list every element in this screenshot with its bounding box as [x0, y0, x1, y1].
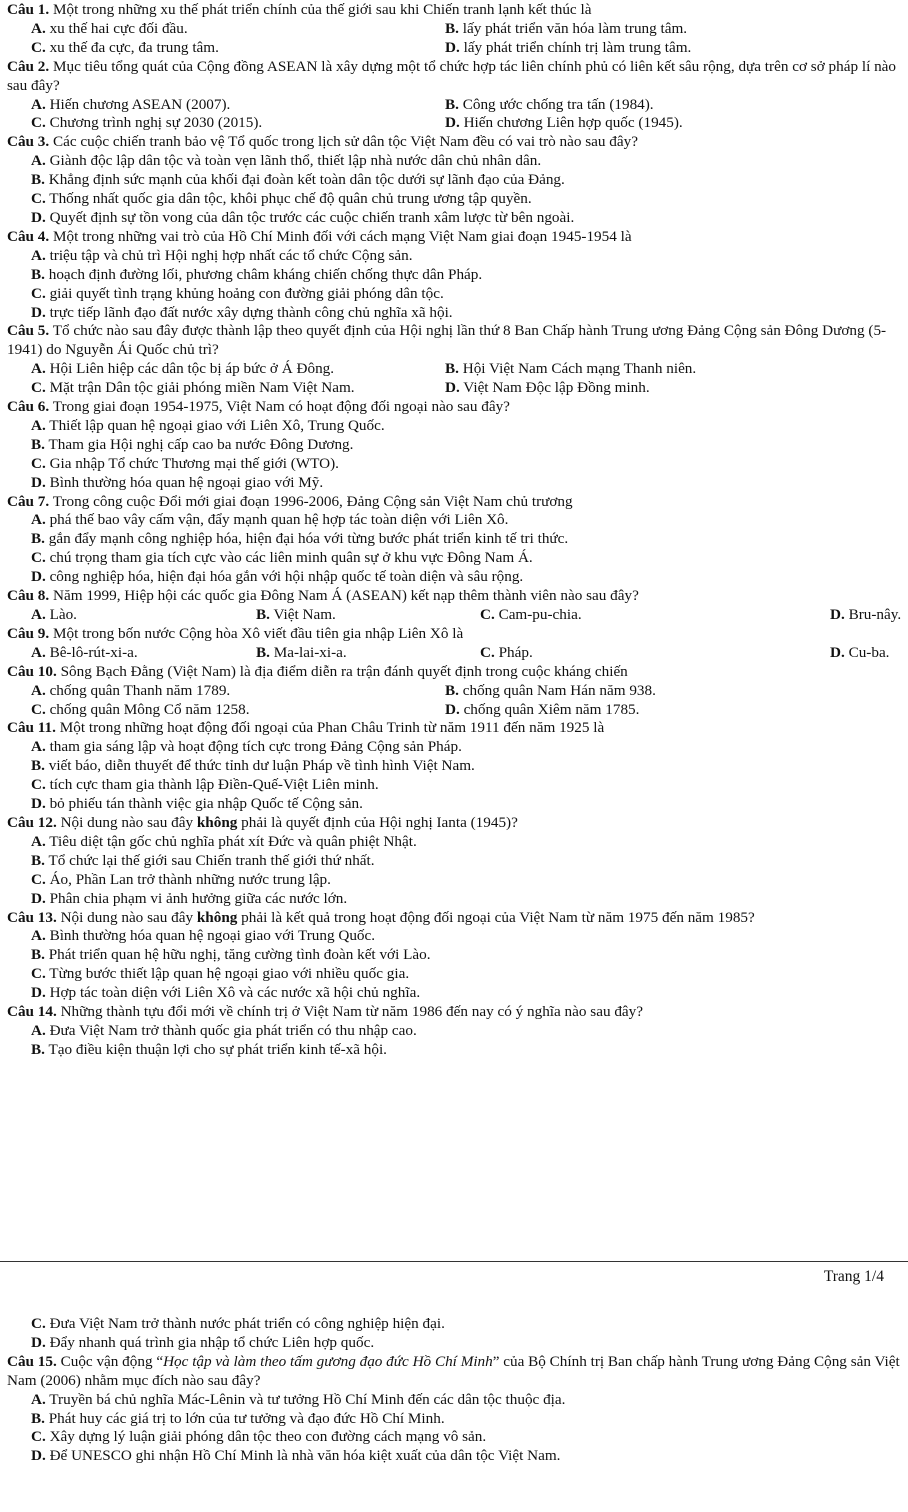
question-option — [830, 606, 901, 623]
option-row — [7, 757, 902, 776]
option-letter: B. — [31, 851, 45, 869]
question-text: Trong công cuộc Đổi mới giai đoạn 1996-2006, Đảng Cộng sản Việt Nam chủ trương — [52, 492, 573, 510]
option-letter: D. — [31, 208, 46, 226]
question-text: Một trong những vai trò của Hồ Chí Minh đối với cách mạng Việt Nam giai đoạn 1945-1954 là — [53, 227, 632, 245]
option-letter: B. — [256, 643, 270, 661]
option-text: Tiêu diệt tận gốc chủ nghĩa phát xít Đức và quân phiệt Nhật. — [49, 832, 417, 850]
option-letter: B. — [31, 265, 45, 283]
question-option: C. Xây dựng lý luận giải phóng dân tộc theo con đường cách mạng vô sản. — [31, 1428, 487, 1446]
question-option — [31, 890, 347, 907]
question-option — [31, 946, 431, 963]
option-text: chống quân Xiêm năm 1785. — [463, 700, 640, 718]
question-option — [31, 96, 230, 113]
option-row — [7, 360, 902, 379]
option-text: Cu-ba. — [848, 643, 890, 661]
question-option — [31, 436, 353, 453]
question-block — [7, 587, 902, 625]
option-letter: C. — [31, 965, 46, 983]
footer-divider — [0, 1261, 908, 1262]
option-row — [7, 285, 902, 304]
option-letter: B. — [31, 435, 45, 453]
question-stem — [7, 814, 902, 833]
option-letter: A. — [31, 738, 46, 756]
option-row — [7, 436, 902, 455]
option-text: chống quân Thanh năm 1789. — [49, 681, 231, 699]
option-text: Tạo điều kiện thuận lợi cho sự phát triển kinh tế-xã hội. — [48, 1040, 387, 1058]
option-letter: B. — [445, 19, 459, 37]
option-row — [7, 171, 902, 190]
question-option — [31, 833, 417, 850]
question-stem — [7, 322, 902, 360]
option-letter: B. — [256, 606, 270, 623]
question-number: Câu 7. — [7, 492, 50, 510]
option-text: Giành độc lập dân tộc và toàn vẹn lãnh thổ, thiết lập nhà nước dân chủ nhân dân. — [49, 152, 542, 170]
question-option — [31, 285, 444, 302]
option-text: giải quyết tình trạng khủng hoảng con đường giải phóng dân tộc. — [49, 284, 444, 302]
question-text: Sông Bạch Đằng (Việt Nam) là địa điểm diễn ra trận đánh quyết định trong cuộc kháng chiến — [60, 662, 628, 680]
option-text: chú trọng tham gia tích cực vào các liên minh quân sự ở khu vực Đông Nam Á. — [49, 549, 533, 567]
question-option — [31, 644, 138, 661]
question-stem — [7, 228, 902, 247]
question-option — [445, 96, 654, 113]
question-block — [7, 1, 902, 58]
option-letter: C. — [480, 643, 495, 661]
question-option — [445, 20, 687, 37]
option-letter: D. — [445, 38, 460, 56]
question-block — [7, 909, 902, 1004]
question-option: D. Để UNESCO ghi nhận Hồ Chí Minh là nhà văn hóa kiệt xuất của dân tộc Việt Nam. — [31, 1447, 561, 1465]
question-option — [31, 171, 565, 188]
option-letter: C. — [31, 549, 46, 567]
question-option — [31, 965, 409, 982]
option-letter: D. — [31, 473, 46, 491]
option-row — [7, 701, 902, 720]
option-text: xu thế đa cực, đa trung tâm. — [49, 38, 219, 56]
option-text: Khẳng định sức mạnh của khối đại đoàn kết toàn dân tộc dưới sự lãnh đạo của Đảng. — [48, 171, 565, 189]
question-option — [445, 682, 656, 699]
option-row — [7, 39, 902, 58]
question-option — [31, 209, 574, 226]
exam-sheet-page-2 — [7, 1315, 902, 1466]
option-row — [7, 247, 902, 266]
option-letter: D. — [31, 889, 46, 907]
question-option — [480, 644, 533, 661]
question-option — [256, 644, 347, 661]
question-block — [7, 493, 902, 588]
option-row — [7, 833, 902, 852]
option-letter: A. — [31, 511, 46, 529]
option-row — [7, 1041, 902, 1060]
option-text: Lào. — [49, 606, 77, 623]
option-letter: A. — [31, 416, 46, 434]
option-letter: C. — [31, 700, 46, 718]
option-letter: A. — [31, 832, 46, 850]
option-letter: A. — [31, 927, 46, 945]
option-letter: A. — [31, 681, 46, 699]
question-number: Câu 14. — [7, 1003, 57, 1021]
question-number: Câu 6. — [7, 398, 50, 416]
option-letter: D. — [31, 984, 46, 1002]
option-text: công nghiệp hóa, hiện đại hóa gắn với hội nhập quốc tế toàn diện và sâu rộng. — [49, 568, 524, 586]
question-text: Các cuộc chiến tranh bảo vệ Tổ quốc trong lịch sử dân tộc Việt Nam đều có vai trò nào sau đây? — [53, 133, 638, 151]
option-text: Quyết định sự tồn vong của dân tộc trước các cuộc chiến tranh xâm lược từ bên ngoài. — [49, 208, 575, 226]
question-stem — [7, 1003, 902, 1022]
question-block — [7, 133, 902, 228]
option-text: bỏ phiếu tán thành việc gia nhập Quốc tế Cộng sản. — [49, 795, 363, 813]
option-letter: A. — [31, 246, 46, 264]
option-letter: C. — [31, 114, 46, 132]
option-row — [7, 379, 902, 398]
option-text: viết báo, diễn thuyết để thức tỉnh dư luận Pháp về tình hình Việt Nam. — [48, 757, 475, 775]
option-row — [7, 568, 902, 587]
option-text: Phân chia phạm vi ảnh hưởng giữa các nước lớn. — [49, 889, 348, 907]
option-text: tích cực tham gia thành lập Điền-Quế-Việt Liên minh. — [49, 776, 379, 794]
question-option — [31, 114, 262, 131]
question-number: Câu 2. — [7, 57, 50, 75]
option-letter: B. — [445, 360, 459, 378]
option-row — [7, 114, 902, 133]
question-text: Một trong bốn nước Cộng hòa Xô viết đầu tiên gia nhập Liên Xô là — [53, 624, 464, 642]
option-letter: A. — [31, 360, 46, 378]
question-text: Những thành tựu đổi mới về chính trị ở Việt Nam từ năm 1986 đến nay có ý nghĩa nào sau đây? — [60, 1003, 643, 1021]
question-text: Nội dung nào sau đây — [60, 908, 197, 926]
option-text: Thiết lập quan hệ ngoại giao với Liên Xô, Trung Quốc. — [49, 416, 385, 434]
option-row — [7, 852, 902, 871]
option-letter: D. — [830, 606, 845, 623]
option-text: Bình thường hóa quan hệ ngoại giao với Mỹ. — [49, 473, 324, 491]
option-letter: C. — [31, 454, 46, 472]
option-text: Cam-pu-chia. — [498, 606, 582, 623]
option-row — [7, 417, 902, 436]
question-stem — [7, 1, 902, 20]
option-row — [7, 549, 902, 568]
option-row — [7, 606, 902, 625]
question-option: C. Đưa Việt Nam trở thành nước phát triển có công nghiệp hiện đại. — [31, 1315, 445, 1332]
question-option — [31, 455, 339, 472]
option-text: Tổ chức lại thế giới sau Chiến tranh thế giới thứ nhất. — [48, 851, 375, 869]
question-option — [31, 190, 532, 207]
option-text: Ma-lai-xi-a. — [273, 643, 347, 661]
option-letter: C. — [480, 606, 495, 623]
option-letter: B. — [31, 1040, 45, 1058]
question-option — [31, 795, 363, 812]
option-text: Từng bước thiết lập quan hệ ngoại giao với nhiều quốc gia. — [49, 965, 410, 983]
question-block — [7, 719, 902, 814]
question-option — [31, 1041, 387, 1058]
option-row — [7, 984, 902, 1003]
option-text: Bình thường hóa quan hệ ngoại giao với Trung Quốc. — [49, 927, 376, 945]
exam-sheet-page-1 — [7, 1, 902, 1060]
question-stem: Câu 15. Cuộc vận động “Học tập và làm theo tấm gương đạo đức Hồ Chí Minh” của Bộ Chính trị Ban chấp hành Trung ương Đảng Cộng sản Việt Nam (2006) nhằm mục đích nào sau đây? — [7, 1352, 900, 1389]
option-text: Bru-nây. — [848, 606, 902, 623]
option-text: Công ước chống tra tấn (1984). — [462, 95, 654, 113]
question-option — [31, 606, 77, 623]
option-text: Mặt trận Dân tộc giải phóng miền Nam Việt Nam. — [49, 379, 355, 397]
question-option — [31, 247, 413, 264]
option-row — [7, 965, 902, 984]
option-letter: B. — [31, 757, 45, 775]
option-text: xu thế hai cực đối đầu. — [49, 19, 188, 37]
option-letter: D. — [445, 114, 460, 132]
question-stem — [7, 133, 902, 152]
option-text: Việt Nam Độc lập Đồng minh. — [463, 379, 650, 397]
question-stem — [7, 909, 902, 928]
question-number: Câu 13. — [7, 908, 57, 926]
question-option — [31, 152, 541, 169]
option-text: Áo, Phần Lan trở thành những nước trung lập. — [49, 870, 331, 888]
option-text: Hội Việt Nam Cách mạng Thanh niên. — [462, 360, 697, 378]
option-letter: C. — [31, 870, 46, 888]
option-text: Hội Liên hiệp các dân tộc bị áp bức ở Á Đông. — [49, 360, 335, 378]
option-letter: C. — [31, 190, 46, 208]
option-letter: C. — [31, 38, 46, 56]
option-row — [7, 530, 902, 549]
question-option — [31, 474, 323, 491]
option-letter: C. — [31, 284, 46, 302]
question-number: Câu 11. — [7, 719, 56, 737]
option-row — [7, 644, 902, 663]
question-stem — [7, 719, 902, 738]
question-option — [31, 738, 462, 755]
option-text: Tham gia Hội nghị cấp cao ba nước Đông Dương. — [48, 435, 354, 453]
option-letter: D. — [445, 700, 460, 718]
option-letter: C. — [31, 776, 46, 794]
question-stem — [7, 398, 902, 417]
question-number: Câu 9. — [7, 624, 50, 642]
option-row — [7, 927, 902, 946]
option-text: Phát triển quan hệ hữu nghị, tăng cường tình đoàn kết với Lào. — [48, 946, 431, 964]
question-option — [31, 304, 453, 321]
page-break — [0, 1292, 908, 1314]
question-number: Câu 8. — [7, 587, 50, 605]
option-row — [7, 20, 902, 39]
question-option — [31, 379, 355, 396]
question-option: B. Phát huy các giá trị to lớn của tư tưởng và đạo đức Hồ Chí Minh. — [31, 1409, 445, 1427]
option-text: Thống nhất quốc gia dân tộc, khôi phục chế độ quân chủ trung ương tập quyền. — [49, 190, 532, 208]
option-text: Việt Nam. — [273, 606, 336, 623]
option-letter: A. — [31, 606, 46, 623]
option-letter: A. — [31, 1021, 46, 1039]
question-text: Trong giai đoạn 1954-1975, Việt Nam có hoạt động đối ngoại nào sau đây? — [52, 398, 510, 416]
question-text: Mục tiêu tổng quát của Cộng đồng ASEAN là xây dựng một tổ chức hợp tác liên chính phủ có liên kết sâu rộng, dựa trên cơ sở pháp lí nào sau đây? — [7, 57, 897, 94]
option-row — [7, 738, 902, 757]
option-row — [7, 682, 902, 701]
question-option — [445, 701, 639, 718]
question-option — [830, 644, 889, 661]
option-text: chống quân Nam Hán năm 938. — [462, 681, 656, 699]
option-text: Hiến chương Liên hợp quốc (1945). — [463, 114, 683, 132]
option-letter: B. — [31, 530, 45, 548]
option-text: hoạch định đường lối, phương châm kháng chiến chống thực dân Pháp. — [48, 265, 483, 283]
question-stem — [7, 493, 902, 512]
question-option — [31, 776, 379, 793]
option-letter: B. — [445, 95, 459, 113]
option-letter: B. — [31, 946, 45, 964]
question-option — [31, 549, 533, 566]
option-text: Chương trình nghị sự 2030 (2015). — [49, 114, 263, 132]
question-stem — [7, 58, 902, 96]
question-text: Tổ chức nào sau đây được thành lập theo quyết định của Hội nghị lần thứ 8 Ban Chấp hành Trung ương Đảng Cộng sản Đông Dương (5-1941) do Nguyễn Ái Quốc chủ trì? — [7, 322, 887, 359]
question-option — [445, 39, 691, 56]
question-option: D. Đẩy nhanh quá trình gia nhập tổ chức Liên hợp quốc. — [31, 1333, 375, 1351]
option-row — [7, 946, 902, 965]
question-option — [31, 568, 523, 585]
option-row — [7, 890, 902, 909]
option-text: trực tiếp lãnh đạo đất nước xây dựng thành công chủ nghĩa xã hội. — [49, 303, 453, 321]
option-letter: C. — [31, 379, 46, 397]
question-stem — [7, 625, 902, 644]
question-option — [31, 852, 375, 869]
option-letter: A. — [31, 643, 46, 661]
question-number: Câu 5. — [7, 322, 50, 340]
option-text: lấy phát triển văn hóa làm trung tâm. — [462, 19, 688, 37]
option-text: triệu tập và chủ trì Hội nghị hợp nhất các tổ chức Cộng sản. — [49, 246, 413, 264]
option-row — [7, 795, 902, 814]
option-row — [7, 304, 902, 323]
option-text: phá thế bao vây cấm vận, đẩy mạnh quan hệ hợp tác toàn diện với Liên Xô. — [49, 511, 509, 529]
question-option — [480, 606, 582, 623]
question-number: Câu 10. — [7, 662, 57, 680]
question-option — [31, 757, 475, 774]
question-option — [31, 39, 219, 56]
question-stem — [7, 587, 902, 606]
question-option — [31, 20, 188, 37]
question-option — [31, 530, 568, 547]
question-block — [7, 322, 902, 398]
option-letter: D. — [31, 303, 46, 321]
question-text: Năm 1999, Hiệp hội các quốc gia Đông Nam Á (ASEAN) kết nạp thêm thành viên nào sau đây? — [53, 587, 639, 605]
emphasis-not: không — [196, 908, 238, 926]
option-text: lấy phát triển chính trị làm trung tâm. — [463, 38, 692, 56]
question-option — [31, 927, 375, 944]
page-number: Trang 1/4 — [823, 1268, 884, 1285]
option-text: tham gia sáng lập và hoạt động tích cực trong Đảng Cộng sản Pháp. — [49, 738, 462, 756]
question-option — [31, 701, 250, 718]
question-text: phải là kết quả trong hoạt động đối ngoại của Việt Nam từ năm 1975 đến năm 1985? — [237, 908, 755, 926]
question-block — [7, 625, 902, 663]
option-letter: D. — [31, 568, 46, 586]
question-number: Câu 3. — [7, 133, 50, 151]
question-option — [31, 511, 508, 528]
option-row — [7, 96, 902, 115]
question-option: A. Truyền bá chủ nghĩa Mác-Lênin và tư tưởng Hồ Chí Minh đến các dân tộc thuộc địa. — [31, 1390, 566, 1408]
question-option — [31, 266, 482, 283]
option-text: Pháp. — [498, 643, 533, 661]
option-row — [7, 190, 902, 209]
question-option — [31, 682, 230, 699]
option-text: chống quân Mông Cổ năm 1258. — [49, 700, 250, 718]
question-block — [7, 1003, 902, 1060]
question-number: Câu 4. — [7, 227, 50, 245]
question-option — [31, 1022, 417, 1039]
option-row — [7, 511, 902, 530]
question-option — [445, 379, 650, 396]
question-option — [31, 984, 420, 1001]
option-row — [7, 209, 902, 228]
option-text: Bê-lô-rút-xi-a. — [49, 643, 138, 661]
option-letter: A. — [31, 19, 46, 37]
emphasis-not: không — [196, 813, 238, 831]
option-text: Hợp tác toàn diện với Liên Xô và các nước xã hội chủ nghĩa. — [49, 984, 421, 1002]
question-text: phải là quyết định của Hội nghị Ianta (1945)? — [237, 813, 518, 831]
question-option — [445, 360, 696, 377]
option-row — [7, 455, 902, 474]
option-row — [7, 474, 902, 493]
question-block — [7, 398, 902, 493]
option-letter: A. — [31, 152, 46, 170]
option-letter: B. — [445, 681, 459, 699]
question-block — [7, 228, 902, 323]
option-text: Gia nhập Tổ chức Thương mại thế giới (WTO). — [49, 454, 339, 472]
question-text: Một trong những xu thế phát triển chính của thế giới sau khi Chiến tranh lạnh kết thúc là — [53, 1, 592, 18]
option-letter: A. — [31, 95, 46, 113]
question-option — [445, 114, 683, 131]
option-row — [7, 871, 902, 890]
option-row — [7, 266, 902, 285]
option-text: gắn đẩy mạnh công nghiệp hóa, hiện đại hóa với từng bước phát triển kinh tế tri thức. — [48, 530, 569, 548]
option-letter: B. — [31, 171, 45, 189]
question-block — [7, 663, 902, 720]
question-number: Câu 12. — [7, 813, 57, 831]
question-block — [7, 814, 902, 909]
option-row — [7, 776, 902, 795]
option-letter: D. — [830, 643, 845, 661]
option-text: Hiến chương ASEAN (2007). — [49, 95, 231, 113]
question-option — [256, 606, 336, 623]
option-text: Đưa Việt Nam trở thành quốc gia phát triển có thu nhập cao. — [49, 1021, 417, 1039]
question-option — [31, 871, 331, 888]
question-option — [31, 417, 385, 434]
question-text: Một trong những hoạt động đối ngoại của Phan Châu Trinh từ năm 1911 đến năm 1925 là — [59, 719, 605, 737]
option-row — [7, 1022, 902, 1041]
question-block — [7, 58, 902, 134]
option-letter: D. — [445, 379, 460, 397]
question-stem — [7, 663, 902, 682]
option-row — [7, 152, 902, 171]
option-letter: D. — [31, 795, 46, 813]
question-text: Nội dung nào sau đây — [60, 813, 197, 831]
question-number: Câu 1. — [7, 1, 50, 18]
question-option — [31, 360, 334, 377]
